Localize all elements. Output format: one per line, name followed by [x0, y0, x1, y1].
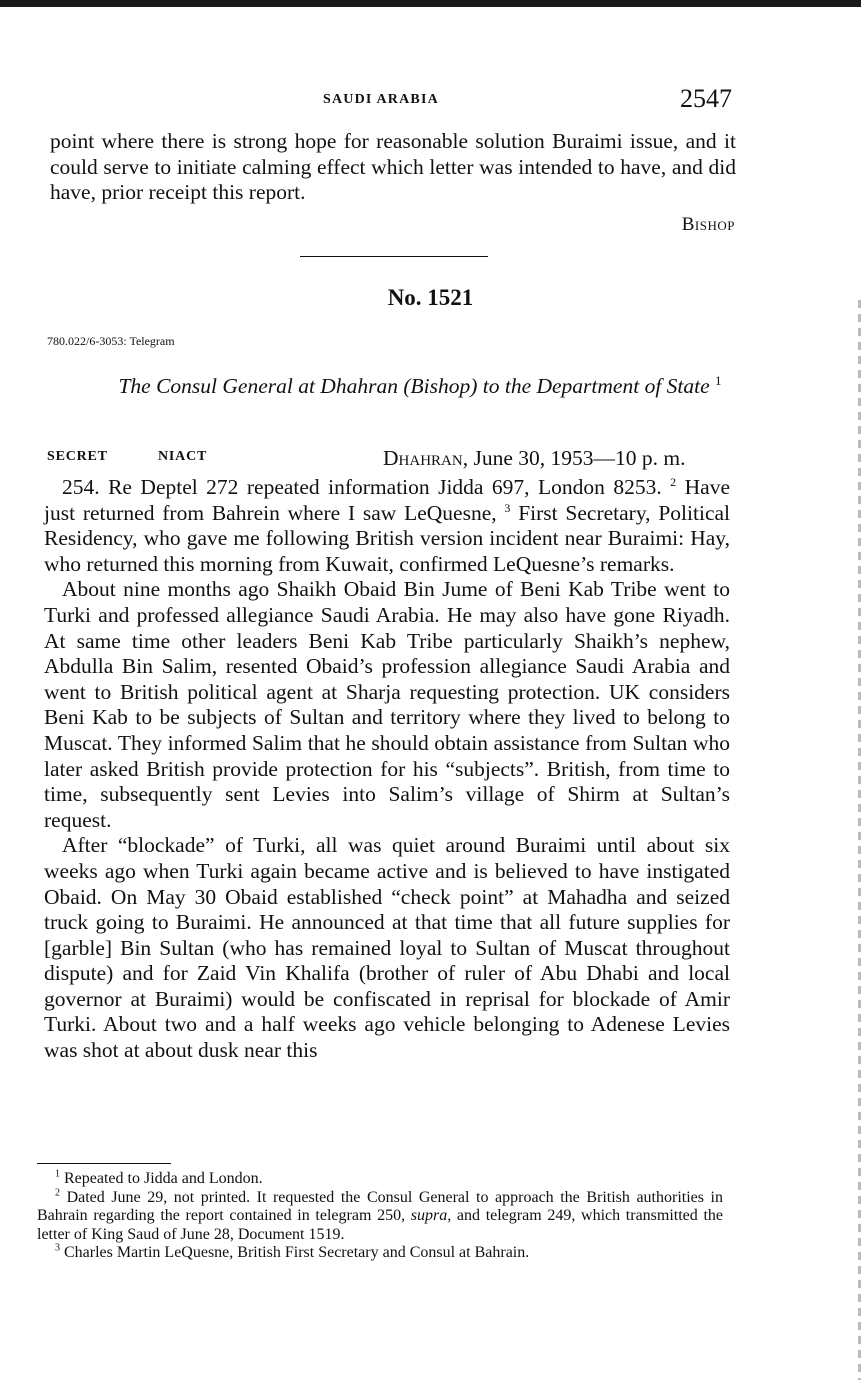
footnote-2-text-before: Dated June 29, not printed. It requested the Consul General to approach the British authorities in Bahrain regarding the report contained in telegram 250,: [37, 1188, 723, 1224]
footnote-2-marker: 2: [55, 1187, 60, 1199]
running-head: SAUDI ARABIA: [323, 92, 439, 107]
footnote-rule: [37, 1163, 171, 1164]
classification-marking: SECRET: [47, 449, 108, 464]
dateline: [383, 446, 685, 471]
footnote-ref-2: 2: [670, 474, 677, 489]
top-border-rule: [0, 0, 861, 7]
footnote-1: [37, 1170, 723, 1189]
signature: Bishop: [681, 214, 735, 235]
document-title-text: The Consul General at Dhahran (Bishop) to the Department of State: [118, 374, 710, 399]
document-number: No. 1521: [387, 285, 474, 310]
footnote-1-marker: 1: [55, 1168, 60, 1180]
footnote-3-marker: 3: [55, 1242, 60, 1254]
dateline-place: Dhahran,: [383, 446, 469, 470]
footnote-ref-1: 1: [715, 373, 722, 388]
body-paragraph-1: [44, 475, 730, 577]
precedence-marking: NIACT: [158, 449, 208, 464]
footnote-1-text: Repeated to Jidda and London.: [64, 1170, 263, 1187]
body-paragraph-1-part-2: Have just returned from Bahrein where I saw LeQuesne,: [44, 475, 730, 525]
body-paragraph-1-part-3: First Secretary, Political Residency, who gave me following British version incident near Buraimi: Hay, who returned this morning from Kuwait, confirmed LeQuesne’s remarks.: [44, 500, 730, 576]
body-paragraph-2: About nine months ago Shaikh Obaid Bin Jume of Beni Kab Tribe went to Turki and professed allegiance Saudi Arabia. He may also have gone Riyadh. At same time other leaders Beni Kab Tribe particularly Shaikh’s nephew, Abdulla Bin Salim, resented Obaid’s profession allegiance Saudi Arabia and went to British political agent at Sharja requesting protection. UK considers Beni Kab to be subjects of Sultan and territory where they lived to belong to Muscat. They informed Salim that he should obtain assistance from Sultan who later asked British provide protection for his “subjects”. British, from time to time, subsequently sent Levies into Salim’s village of Shirm at Sultan’s request.: [44, 577, 730, 832]
footnote-3: [37, 1244, 723, 1263]
file-reference: 780.022/6-3053: Telegram: [47, 334, 175, 348]
previous-document-closing-paragraph: point where there is strong hope for reasonable solution Buraimi issue, and it could serve to initiate calming effect which letter was intended to have, and did have, prior receipt this report.: [50, 129, 736, 204]
footnote-2-text-after: and telegram 249, which transmitted the letter of King Saud of June 28, Document 1519.: [37, 1207, 724, 1243]
footnote-3-text: Charles Martin LeQuesne, British First Secretary and Consul at Bahrain.: [64, 1244, 530, 1261]
document-title: [60, 368, 780, 399]
dateline-date: June 30, 1953—10 p. m.: [473, 446, 686, 470]
footnote-2: [37, 1189, 723, 1245]
page-number: 2547: [680, 84, 732, 113]
body-paragraph-3: After “blockade” of Turki, all was quiet around Buraimi until about six weeks ago when Turki again became active and is believed to have instigated Obaid. On May 30 Obaid established “check point” at Mahadha and seized truck going to Buraimi. He announced at that time that all future supplies for [garble] Bin Sultan (who has remained loyal to Sultan of Muscat throughout dispute) and for Zaid Vin Khalifa (brother of ruler of Abu Dhabi and local governor at Buraimi) would be confiscated in reprisal for blockade of Amir Turki. About two and a half weeks ago vehicle belonging to Adenese Levies was shot at about dusk near this: [44, 833, 730, 1063]
footnote-2-text-italic: supra,: [410, 1207, 452, 1224]
section-divider: [300, 256, 488, 257]
body-paragraph-1-part-1: 254. Re Deptel 272 repeated information Jidda 697, London 8253.: [62, 475, 662, 499]
footnote-ref-3: 3: [504, 500, 511, 515]
telegram-body: [44, 475, 730, 1064]
footnotes: [37, 1170, 723, 1263]
